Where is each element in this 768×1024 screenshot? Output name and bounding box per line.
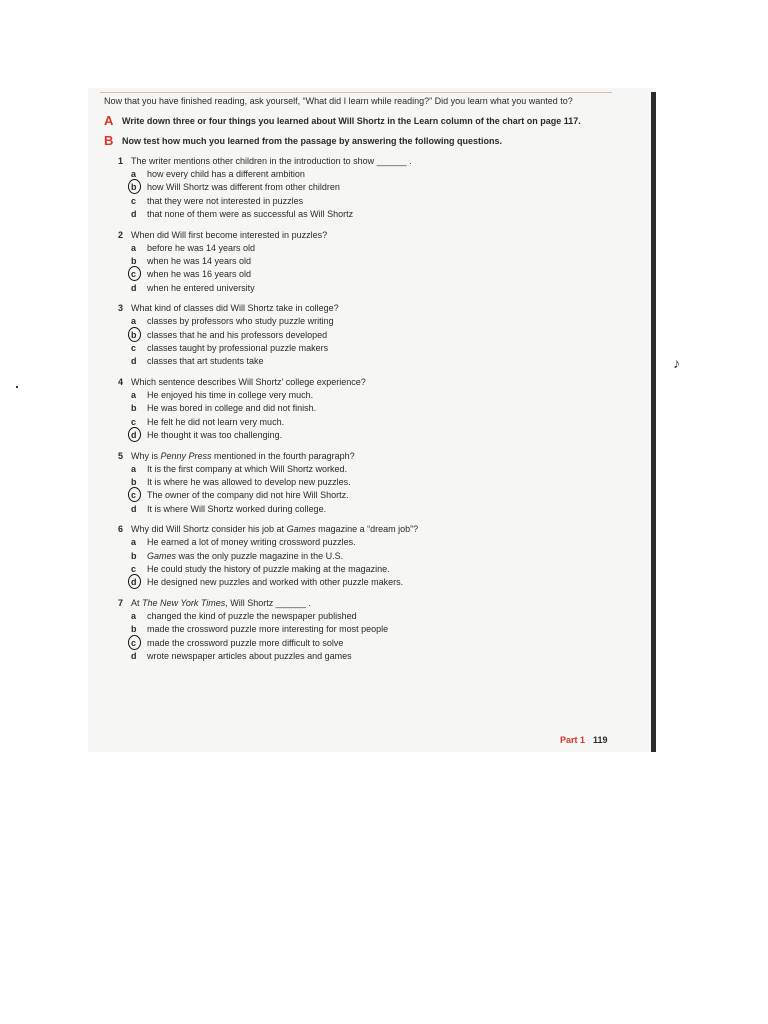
question-7 xyxy=(104,597,609,664)
option-letter: a xyxy=(131,610,137,621)
publication-name: Games xyxy=(147,550,177,561)
option-letter: c xyxy=(131,637,137,648)
question-number: 1 xyxy=(118,156,124,166)
option-letter: b xyxy=(131,329,137,340)
answer-option[interactable] xyxy=(131,489,609,502)
answer-option[interactable] xyxy=(131,268,609,281)
option-text: He earned a lot of money writing crossword puzzles. xyxy=(147,537,356,548)
question-text-part: At xyxy=(131,597,143,608)
answer-option[interactable] xyxy=(131,610,609,623)
question-prompt xyxy=(104,597,609,610)
instruction-text: Write down three or four things you learned about Will Shortz in the Learn column of the chart on page 117. xyxy=(122,116,581,126)
answer-option[interactable] xyxy=(131,181,609,194)
option-letter: a xyxy=(131,242,137,253)
option-letter: d xyxy=(131,503,137,514)
question-number: 7 xyxy=(118,597,124,608)
option-letter: c xyxy=(131,195,137,206)
answer-options xyxy=(131,315,609,369)
option-text: how every child has a different ambition xyxy=(147,169,305,179)
answer-option[interactable] xyxy=(131,389,609,402)
option-text: made the crossword puzzle more interesting for most people xyxy=(147,624,389,635)
question-number: 4 xyxy=(118,376,124,387)
question-prompt xyxy=(104,376,609,389)
answer-option[interactable] xyxy=(131,563,609,576)
answer-option[interactable] xyxy=(131,329,609,342)
answer-options xyxy=(131,242,609,296)
option-text: classes that art students take xyxy=(147,356,264,367)
question-prompt xyxy=(104,302,609,315)
answer-option[interactable] xyxy=(131,623,609,636)
answer-option[interactable] xyxy=(131,315,609,328)
option-text: classes that he and his professors developed xyxy=(147,329,328,340)
option-letter: b xyxy=(131,476,137,487)
option-text: He felt he did not learn very much. xyxy=(147,416,285,427)
question-2 xyxy=(104,229,609,296)
answer-option[interactable] xyxy=(131,650,609,663)
answer-option[interactable] xyxy=(131,342,609,355)
answer-option[interactable] xyxy=(131,195,609,208)
option-letter: a xyxy=(131,537,137,548)
option-text: was the only puzzle magazine in the U.S. xyxy=(176,550,344,561)
question-5 xyxy=(104,450,609,517)
question-prompt xyxy=(104,450,609,463)
instruction-b xyxy=(104,135,609,148)
stray-mark xyxy=(16,386,18,388)
option-text: He was bored in college and did not finish. xyxy=(147,403,317,414)
option-text: changed the kind of puzzle the newspaper published xyxy=(147,610,357,621)
page-edge-bar xyxy=(651,92,656,752)
answer-option[interactable] xyxy=(131,536,609,549)
question-number: 6 xyxy=(118,524,124,535)
answer-option[interactable] xyxy=(131,416,609,429)
question-text: The writer mentions other children in the introduction to show ______ . xyxy=(131,156,412,166)
option-text: when he was 16 years old xyxy=(147,269,252,280)
option-text: He enjoyed his time in college very much. xyxy=(147,389,314,400)
answer-option[interactable] xyxy=(131,476,609,489)
option-letter: d xyxy=(131,650,137,661)
option-letter: d xyxy=(131,430,137,441)
question-text xyxy=(131,451,355,461)
option-text: The owner of the company did not hire Will Shortz. xyxy=(147,490,349,501)
option-text: wrote newspaper articles about puzzles and games xyxy=(147,650,352,661)
question-text: When did Will first become interested in puzzles? xyxy=(131,229,328,240)
publication-name: The New York Times xyxy=(142,597,226,608)
answer-option[interactable] xyxy=(131,255,609,268)
question-prompt xyxy=(104,229,609,242)
answer-options xyxy=(131,463,609,517)
option-text: when he entered university xyxy=(147,282,255,293)
question-text-part: Why is xyxy=(131,450,161,461)
question-text: Which sentence describes Will Shortz’ college experience? xyxy=(131,376,366,387)
question-6 xyxy=(104,523,609,590)
option-letter: a xyxy=(131,389,137,400)
option-text: It is the first company at which Will Shortz worked. xyxy=(147,463,348,474)
option-text: It is where Will Shortz worked during college. xyxy=(147,503,327,514)
question-number: 5 xyxy=(118,450,124,461)
question-text xyxy=(131,598,311,608)
answer-option[interactable] xyxy=(131,550,609,563)
answer-option[interactable] xyxy=(131,208,609,221)
option-text: that they were not interested in puzzles xyxy=(147,195,304,206)
answer-option[interactable] xyxy=(131,282,609,295)
option-letter: b xyxy=(131,403,137,414)
question-text xyxy=(131,524,418,534)
answer-option[interactable] xyxy=(131,168,609,181)
answer-option[interactable] xyxy=(131,637,609,650)
answer-options xyxy=(131,536,609,590)
option-text: how Will Shortz was different from other children xyxy=(147,182,340,193)
option-text: He designed new puzzles and worked with other puzzle makers. xyxy=(147,577,404,588)
publication-name: Games xyxy=(286,524,316,535)
option-letter: c xyxy=(131,563,137,574)
answer-option[interactable] xyxy=(131,503,609,516)
part-label: Part 1 xyxy=(560,735,586,745)
option-letter: a xyxy=(131,463,137,474)
publication-name: Penny Press xyxy=(160,450,212,461)
question-text-part: mentioned in the fourth paragraph? xyxy=(211,450,355,461)
option-letter: b xyxy=(131,624,137,635)
question-text: What kind of classes did Will Shortz take in college? xyxy=(131,303,339,314)
option-letter: c xyxy=(131,490,137,501)
option-text: before he was 14 years old xyxy=(147,242,256,253)
instruction-a xyxy=(104,115,609,128)
answer-option[interactable] xyxy=(131,242,609,255)
instruction-text: Now test how much you learned from the passage by answering the following questions. xyxy=(122,136,503,146)
option-text: classes by professors who study puzzle writing xyxy=(147,316,334,327)
option-text: made the crossword puzzle more difficult to solve xyxy=(147,637,344,648)
option-text: He thought it was too challenging. xyxy=(147,430,283,441)
instruction-letter: B xyxy=(104,133,114,148)
question-prompt xyxy=(104,155,609,168)
answer-option[interactable] xyxy=(131,429,609,442)
page-content xyxy=(104,95,609,663)
option-letter: d xyxy=(131,282,137,293)
question-number: 3 xyxy=(118,303,124,314)
option-letter: d xyxy=(131,356,137,367)
option-letter: a xyxy=(131,169,137,179)
question-1 xyxy=(104,155,609,222)
option-letter: b xyxy=(131,550,137,561)
option-letter: b xyxy=(131,182,137,193)
option-text: It is where he was allowed to develop new puzzles. xyxy=(147,476,351,487)
answer-option[interactable] xyxy=(131,576,609,589)
answer-option[interactable] xyxy=(131,355,609,368)
option-text: classes taught by professional puzzle makers xyxy=(147,343,329,354)
answer-option[interactable] xyxy=(131,402,609,415)
option-letter: a xyxy=(131,316,137,327)
page-number: 119 xyxy=(593,735,608,745)
option-letter: d xyxy=(131,577,137,588)
question-prompt xyxy=(104,523,609,536)
question-4 xyxy=(104,376,609,443)
option-letter: b xyxy=(131,256,137,267)
intro-paragraph: Now that you have finished reading, ask yourself, “What did I learn while reading?” Did you learn what you wanted to? xyxy=(104,96,573,106)
option-letter: d xyxy=(131,209,137,220)
top-rule xyxy=(100,92,612,93)
option-letter: c xyxy=(131,269,137,280)
question-number: 2 xyxy=(118,229,124,240)
option-text: that none of them were as successful as Will Shortz xyxy=(147,209,354,220)
question-text-part: , Will Shortz ______ . xyxy=(225,597,311,608)
instruction-letter: A xyxy=(104,113,114,128)
option-letter: c xyxy=(131,416,137,427)
option-text: when he was 14 years old xyxy=(147,256,252,267)
option-letter: c xyxy=(131,343,137,354)
answer-options xyxy=(131,610,609,664)
question-text-part: Why did Will Shortz consider his job at xyxy=(131,524,287,535)
question-3 xyxy=(104,302,609,369)
answer-option[interactable] xyxy=(131,463,609,476)
page-footer xyxy=(560,735,608,745)
answer-options xyxy=(131,389,609,443)
question-text-part: magazine a “dream job”? xyxy=(315,524,419,535)
margin-mark: ♪ xyxy=(673,355,680,371)
option-text: He could study the history of puzzle making at the magazine. xyxy=(147,563,390,574)
answer-options xyxy=(131,168,609,222)
